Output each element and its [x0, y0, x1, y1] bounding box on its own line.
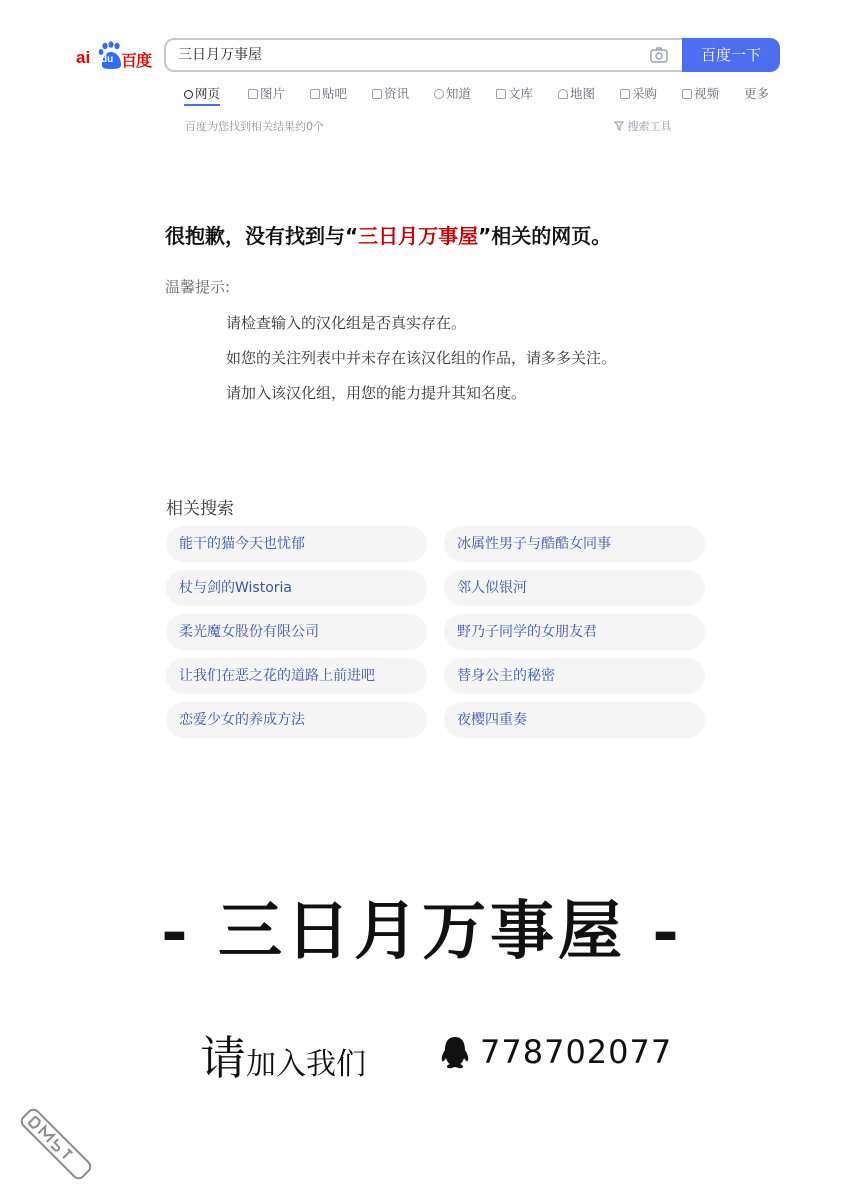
tab-label: 文库	[508, 86, 534, 101]
tab-images[interactable]	[248, 84, 285, 102]
no-results-prefix: 很抱歉，没有找到与“	[165, 224, 359, 248]
related-search-item[interactable]: 冰属性男子与酷酷女同事	[444, 526, 705, 562]
site-watermark-logo	[16, 1104, 96, 1184]
filter-icon	[614, 121, 624, 131]
group-banner-title: - 三日月万事屋 -	[161, 894, 683, 969]
baidu-logo[interactable]	[74, 40, 154, 72]
tip-item: 请加入该汉化组，用您的能力提升其知名度。	[226, 384, 527, 402]
tab-web[interactable]	[184, 84, 220, 102]
question-icon	[434, 89, 444, 99]
qq-number: 778702077	[480, 1033, 673, 1071]
tab-label: 网页	[195, 86, 221, 101]
tab-news[interactable]	[372, 84, 409, 102]
tab-label: 资讯	[384, 86, 410, 101]
tab-purchase[interactable]	[620, 84, 657, 102]
join-rest-text: 加入我们	[246, 1047, 366, 1082]
related-search-item[interactable]: 让我们在恶之花的道路上前进吧	[166, 658, 427, 694]
camera-icon[interactable]	[650, 47, 668, 63]
tab-more[interactable]	[744, 84, 769, 102]
tieba-icon	[310, 89, 320, 99]
tab-label: 地图	[570, 86, 596, 101]
related-search-item[interactable]: 邻人似银河	[444, 570, 705, 606]
tab-label: 贴吧	[322, 86, 348, 101]
search-icon	[184, 90, 193, 99]
related-search-item[interactable]: 野乃子同学的女朋友君	[444, 614, 705, 650]
search-tools-button[interactable]	[614, 118, 672, 134]
related-search-item[interactable]: 柔光魔女股份有限公司	[166, 614, 427, 650]
related-search-item[interactable]: 替身公主的秘密	[444, 658, 705, 694]
logo-cn-text: 百度	[121, 51, 152, 70]
no-results-keyword: 三日月万事屋	[358, 224, 479, 248]
image-icon	[248, 89, 258, 99]
no-results-title	[165, 220, 611, 249]
tab-tieba[interactable]	[310, 84, 347, 102]
tip-item: 请检查输入的汉化组是否真实存在。	[226, 314, 467, 332]
related-searches-title: 相关搜索	[166, 499, 234, 519]
related-search-item[interactable]: 杖与剑的Wistoria	[166, 570, 427, 606]
join-us-text	[200, 1022, 366, 1088]
tab-label: 知道	[446, 86, 472, 101]
related-search-item[interactable]: 恋爱少女的养成方法	[166, 702, 427, 738]
join-big-char: 请	[200, 1031, 246, 1085]
tab-map[interactable]	[558, 84, 595, 102]
result-count: 百度为您找到相关结果约0个	[185, 120, 324, 133]
tab-label: 更多	[744, 86, 770, 101]
related-search-item[interactable]: 能干的猫今天也忧郁	[166, 526, 427, 562]
tip-item: 如您的关注列表中并未存在该汉化组的作品，请多多关注。	[226, 349, 617, 367]
logo-ai-text: ai	[76, 48, 91, 67]
search-input[interactable]	[178, 40, 618, 70]
search-button[interactable]: 百度一下	[682, 38, 780, 72]
related-search-item[interactable]: 夜樱四重奏	[444, 702, 705, 738]
search-tools-label: 搜索工具	[627, 120, 672, 133]
tab-zhidao[interactable]	[434, 84, 471, 102]
document-icon	[496, 89, 506, 99]
no-results-suffix: ”相关的网页。	[478, 224, 612, 248]
tab-label: 视频	[694, 86, 720, 101]
shop-icon	[620, 89, 630, 99]
tab-video[interactable]	[682, 84, 719, 102]
search-box	[164, 38, 684, 72]
qq-penguin-icon	[440, 1036, 470, 1072]
tab-label: 采购	[632, 86, 658, 101]
tab-label: 图片	[260, 86, 286, 101]
map-pin-icon	[558, 89, 568, 99]
tips-title: 温馨提示:	[165, 278, 231, 296]
tab-wenku[interactable]	[496, 84, 533, 102]
logo-du-text: du	[101, 54, 114, 65]
play-icon	[682, 89, 692, 99]
news-icon	[372, 89, 382, 99]
